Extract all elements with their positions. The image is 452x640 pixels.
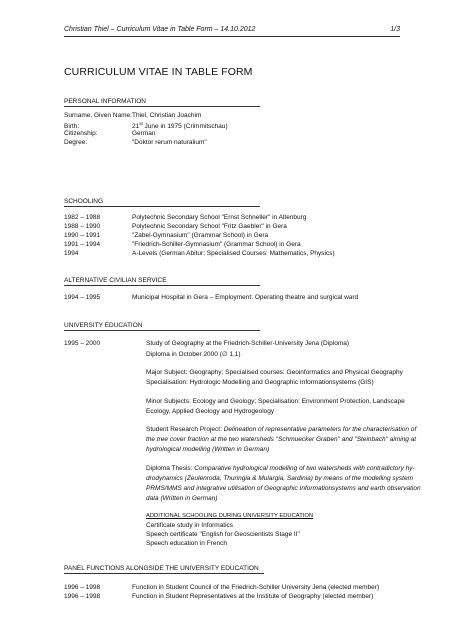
page-number: 1/3 [390,26,400,33]
section-heading-schooling: SCHOOLING [64,198,104,205]
civilian-row [64,294,358,301]
period: 1991 – 1994 [64,241,101,248]
diploma-thesis-line: PRMS/MMS and integrative utilisation of Geographic Informationsystems and earth observation [146,485,421,492]
university-line: Ecology, Applied Geology and Hydrogeology [146,408,275,415]
field-value: "Doktor rerum naturalium" [132,139,207,146]
personal-row [64,130,155,137]
panel-row [64,593,373,600]
section-heading-civilian: ALTERNATIVE CIVILIAN SERVICE [64,277,167,284]
entry: Polytechnic Secondary School "Fritz Gaebler" in Gera [132,223,287,230]
section-divider [64,330,260,331]
period: 1996 – 1998 [64,593,101,600]
university-line: Major Subject: Geography; Specialised courses: Geoinformatics and Physical Geography [146,369,403,376]
header-divider [64,36,400,37]
research-project-label: Student Research Project: [146,426,224,433]
page-header [64,26,400,33]
diploma-thesis-line: data (Written in German) [146,495,218,502]
entry: Function in Student Council of the Friedrich-Schiller University Jena (elected member) [132,584,380,591]
field-label: Surname, Given Name: [64,112,132,119]
field-value-sup: st [139,121,143,126]
field-label: Birth: [64,123,80,131]
entry: "Zabel-Gymnasium" (Grammar School) in Gera [132,232,269,239]
additional-schooling-heading: ADDITIONAL SCHOOLING DURING UNIVERSITY EDUCATION [146,513,314,519]
entry: Polytechnic Secondary School "Ernst Schneller" in Altenburg [132,214,307,221]
document-title-text: CURRICULUM VITAE IN TABLE FORM [64,66,253,78]
section-divider [64,573,264,574]
section-heading-university: UNIVERSITY EDUCATION [64,322,143,329]
personal-row [64,112,201,119]
university-line: Specialisation: Hydrologic Modelling and Geographic Informationsystems (GIS) [146,379,374,386]
period: 1994 [64,250,79,257]
period: 1982 – 1988 [64,214,101,221]
research-project-line: hydrological modelling (Written in German) [146,446,270,453]
section-divider [64,106,260,107]
field-label: Degree: [64,139,88,146]
section-divider [64,285,260,286]
document-title [64,66,253,78]
university-line: Diploma in October 2000 (∅ 1,1) [146,351,241,358]
field-value: German [132,130,156,137]
diploma-thesis-title: Comparative hydrological modelling of two watersheds with contradictory hy- [194,465,415,472]
schooling-row [64,223,287,230]
section-heading-panel: PANEL FUNCTIONS ALONGSIDE THE UNIVERSITY EDUCATION [64,565,259,572]
personal-row [64,121,228,130]
panel-row [64,584,379,591]
research-project-line [146,426,416,433]
additional-schooling-item: Certificate study in Informatics [146,522,234,529]
schooling-row [64,232,268,239]
period: 1994 – 1995 [64,294,101,301]
header-title: Christian Thiel – Curriculum Vitae in Table Form – 14.10.2012 [64,26,256,33]
research-project-title: Delineation of representative parameters for the characterisation of [223,426,417,433]
university-period: 1995 – 2000 [64,340,101,347]
schooling-row [64,214,306,221]
university-line: Minor Subjects: Ecology and Geology; Specialisation: Environment Protection, Landscape [146,398,405,405]
entry: Municipal Hospital in Gera – Employment: Operating theatre and surgical ward [132,294,359,301]
diploma-thesis-line: drodynamics (Zeulenroda, Thuringia & Mulargia, Sardinia) by means of the modelling system [146,475,413,482]
field-label: Citizenship: [64,130,98,137]
additional-schooling-item: Speech education in French [146,540,227,547]
research-project-line: the tree cover fraction at the two watersheds "Schmuecker Graben" and "Steinbach" aiming at [146,436,417,443]
diploma-thesis-label: Diploma Thesis: [146,465,195,472]
entry: A-Levels (German Abitur; Specialised Courses: Mathematics, Physics) [132,250,335,257]
period: 1996 – 1998 [64,584,101,591]
schooling-row [64,250,335,257]
period: 1990 – 1991 [64,232,101,239]
field-value: Thiel, Christian Joachim [132,112,202,119]
schooling-row [64,241,301,248]
section-heading-personal: PERSONAL INFORMATION [64,98,146,105]
university-line: Study of Geography at the Friedrich-Schiller-University Jena (Diploma) [146,340,350,347]
field-value: 21 [132,123,140,131]
entry: Function in Student Representatives at the Institute of Geography (elected member) [132,593,374,600]
field-value-rest: June in 1975 (Crimmitschau) [142,123,228,131]
section-divider [64,206,260,207]
diploma-thesis-line [146,465,415,472]
entry: "Friedrich-Schiller-Gymnasium" (Grammar School) in Gera [132,241,301,248]
additional-schooling-item: Speech certificate "English for Geoscientists Stage II" [146,531,300,538]
period: 1988 – 1990 [64,223,101,230]
personal-row [64,139,207,146]
